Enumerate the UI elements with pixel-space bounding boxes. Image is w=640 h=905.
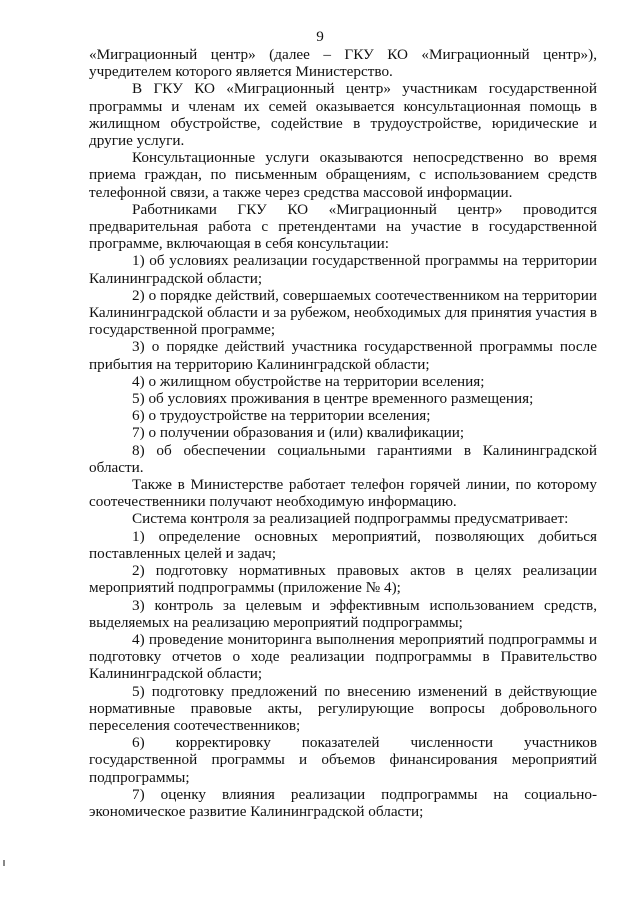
- paragraph: Также в Министерстве работает телефон горячей линии, по которому соотечественники получают необходимую информацию.: [89, 476, 597, 511]
- list-item: 1) определение основных мероприятий, позволяющих добиться поставленных целей и задач;: [89, 527, 597, 562]
- scan-mark: [3, 860, 5, 866]
- list-item: 7) о получении образования и (или) квалификации;: [132, 424, 465, 442]
- list-item: 4) проведение мониторинга выполнения мероприятий подпрограммы и подготовку отчетов о ходе реализации подпрограммы в Правительство Калининградской области;: [89, 630, 597, 683]
- list-item: 2) о порядке действий, совершаемых соотечественником на территории Калининградской области и за рубежом, необходимых для принятия участия в государственной программе;: [89, 286, 597, 339]
- paragraph: Консультационные услуги оказываются непосредственно во время приема граждан, по письменным обращениям, с использованием средств телефонной связи, а также через средства массовой информации.: [89, 149, 597, 201]
- list-item: 6) о трудоустройстве на территории вселения;: [132, 407, 431, 425]
- list-item: 1) об условиях реализации государственной программы на территории Калининградской области;: [89, 252, 597, 287]
- list-item: 6) корректировку показателей численности участников государственной программы и объемов финансирования мероприятий подпрограммы;: [89, 734, 597, 786]
- paragraph: Работниками ГКУ КО «Миграционный центр» проводится предварительная работа с претендентами на участие в государственной программе, включающая в себя консультации:: [89, 200, 597, 253]
- list-item: 2) подготовку нормативных правовых актов в целях реализации мероприятий подпрограммы (приложение № 4);: [89, 562, 597, 597]
- list-item: 3) о порядке действий участника государственной программы после прибытия на территорию Калининградской области;: [89, 338, 597, 373]
- document-body: [89, 46, 597, 820]
- paragraph: Система контроля за реализацией подпрограммы предусматривает:: [132, 510, 569, 528]
- list-item: 5) об условиях проживания в центре временного размещения;: [132, 390, 534, 408]
- list-item: 3) контроль за целевым и эффективным использованием средств, выделяемых на реализацию мероприятий подпрограммы;: [89, 596, 597, 631]
- page-number: 9: [316, 28, 324, 45]
- paragraph: В ГКУ КО «Миграционный центр» участникам государственной программы и членам их семей оказывается консультационная помощь в жилищном обустройстве, содействие в трудоустройстве, юридические и другие услуги.: [89, 80, 597, 150]
- list-item: 5) подготовку предложений по внесению изменений в действующие нормативные правовые акты, регулирующие вопросы добровольного переселения соотечественников;: [89, 682, 597, 734]
- list-item: 8) об обеспечении социальными гарантиями в Калининградской области.: [89, 441, 597, 476]
- list-item: 7) оценку влияния реализации подпрограммы на социально-экономическое развитие Калининградской области;: [89, 785, 597, 820]
- paragraph: «Миграционный центр» (далее – ГКУ КО «Миграционный центр»), учредителем которого является Министерство.: [89, 46, 597, 81]
- list-item: 4) о жилищном обустройстве на территории вселения;: [132, 372, 485, 390]
